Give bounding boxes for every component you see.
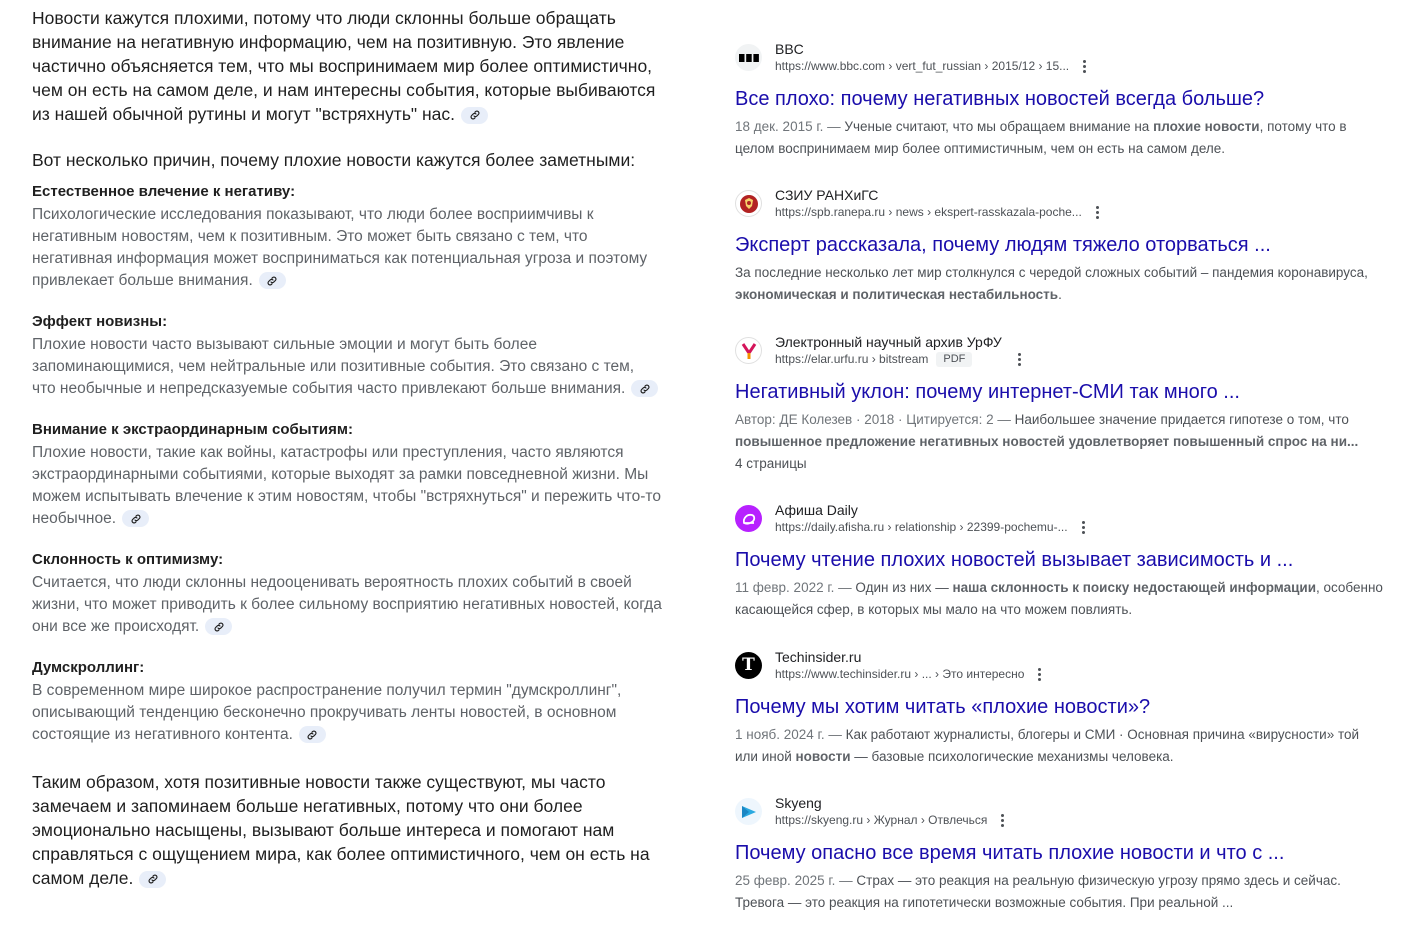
more-options-icon[interactable] [1001,814,1004,827]
source-name: СЗИУ РАНХиГС [775,187,879,203]
ai-overview [32,6,662,890]
result-title-link[interactable]: Почему мы хотим читать «плохие новости»? [735,696,1151,718]
result-source[interactable] [735,794,1385,828]
source-name: BBC [775,41,804,57]
bbc-logo-icon [735,44,762,71]
result-source[interactable] [735,648,1385,682]
search-result [735,333,1385,475]
result-url: https://daily.afisha.ru › relationship › 22399-pochemu-... [775,520,1068,534]
search-result [735,501,1385,621]
source-name: Skyeng [775,795,822,811]
result-url: https://www.techinsider.ru › ... › Это интересно [775,667,1025,681]
more-options-icon[interactable] [1083,60,1086,73]
more-options-icon[interactable] [1096,206,1099,219]
source-link-chip[interactable] [205,618,232,635]
result-snippet: 18 дек. 2015 г. — Ученые считают, что мы обращаем внимание на плохие новости, потому что в целом воспринимаем мир более оптимистичным, чем он есть на самом деле. [735,119,1347,156]
source-name: Афиша Daily [775,502,858,518]
reason-section [32,182,662,292]
source-link-chip[interactable] [461,107,488,124]
result-url: https://skyeng.ru › Журнал › Отвлечься [775,813,988,827]
link-icon [639,383,651,395]
result-snippet: 1 нояб. 2024 г. — Как работают журналисты, блогеры и СМИ · Основная причина «вирусности» той или иной новости — базовые психологические механизмы человека. [735,727,1360,764]
link-icon [130,513,142,525]
source-link-chip[interactable] [122,510,149,527]
source-link-chip[interactable] [631,380,658,397]
result-snippet: За последние несколько лет мир столкнулся с чередой сложных событий – пандемия коронавируса, экономическая и политическая нестабильность. [735,265,1368,302]
pdf-badge: PDF [936,352,972,367]
reason-section [32,420,662,530]
result-title-link[interactable]: Все плохо: почему негативных новостей всегда больше? [735,88,1265,110]
link-icon [147,873,159,885]
source-link-chip[interactable] [259,272,286,289]
more-options-icon[interactable] [1038,668,1041,681]
search-result [735,40,1385,160]
section-heading: Естественное влечение к негативу: [32,183,296,200]
overview-summary: Таким образом, хотя позитивные новости также существуют, мы часто замечаем и запоминаем больше негативных, потому что они более эмоционально насыщены, вызывают больше интереса и помогают нам справляться с ощущением мира, как более оптимистичного, чем он есть на самом деле. [32,772,650,888]
result-snippet: 25 февр. 2025 г. — Страх — это реакция на реальную физическую угрозу прямо здесь и сейчас. Тревога — это реакция на гипотетически возможные события. При реальной ... [735,873,1341,910]
source-link-chip[interactable] [299,726,326,743]
more-options-icon[interactable] [1018,353,1021,366]
link-icon [306,729,318,741]
result-snippet: Автор: ДЕ Колезев · 2018 · Цитируется: 2 — Наибольшее значение придается гипотезе о том, что повышенное предложение негативных новостей удовлетворяет повышенный спрос на ни... [735,412,1359,449]
result-title-link[interactable]: Негативный уклон: почему интернет-СМИ так много ... [735,381,1240,403]
source-link-chip[interactable] [139,871,166,888]
section-heading: Склонность к оптимизму: [32,551,224,568]
skyeng-logo-icon [735,798,762,825]
link-icon [213,621,225,633]
reason-section [32,658,662,746]
result-title-link[interactable]: Почему чтение плохих новостей вызывает зависимость и ... [735,549,1294,571]
page-count: 4 страницы [735,456,807,471]
urfu-logo-icon [735,337,762,364]
reason-section [32,312,662,400]
result-title-link[interactable]: Эксперт рассказала, почему людям тяжело оторваться ... [735,234,1271,256]
result-url: https://elar.urfu.ru › bitstream [775,352,929,366]
search-result [735,648,1385,768]
section-body: Считается, что люди склонны недооценивать вероятность плохих событий в своей жизни, что может приводить к более сильному восприятию негативных новостей, когда они все же происходят. [32,574,662,635]
section-body: Плохие новости часто вызывают сильные эмоции и могут быть более запоминающимися, чем нейтральные или позитивные события. Это связано с тем, что необычные и непредсказуемые события часто привлекают больше внимания. [32,334,662,400]
result-source[interactable] [735,333,1385,367]
search-result [735,794,1385,914]
result-source[interactable] [735,186,1385,220]
section-body: В современном мире широкое распространение получил термин "думскроллинг", описывающий тенденцию бесконечно прокручивать ленты новостей, в основном состоящие из негативного контента. [32,682,622,743]
more-options-icon[interactable] [1082,521,1085,534]
section-body: Плохие новости, такие как войны, катастрофы или преступления, часто являются экстраординарными событиями, которые выходят за рамки повседневной жизни. Мы можем испытывать влечение к этим новостям, чтобы "встряхнуться" и пережить что-то необычное. [32,444,661,527]
result-url: https://www.bbc.com › vert_fut_russian › 2015/12 › 15... [775,59,1070,73]
result-snippet: 11 февр. 2022 г. — Один из них — наша склонность к поиску недостающей информации, особенно касающейся сфер, в которых мы мало на что можем повлиять. [735,580,1383,617]
source-name: Электронный научный архив УрФУ [775,334,1002,350]
techinsider-logo-icon: T [735,652,762,679]
section-heading: Эффект новизны: [32,313,168,330]
result-title-link[interactable]: Почему опасно все время читать плохие новости и что с ... [735,842,1285,864]
ranepa-emblem-icon [735,190,762,217]
result-source[interactable] [735,501,1385,535]
reason-section [32,550,662,638]
section-body: Психологические исследования показывают, что люди более восприимчивы к негативным новостям, чем к позитивным. Это может быть связано с тем, что негативная информация может восприниматься как потенциальная угроза и поэтому привлекает больше внимания. [32,206,648,289]
overview-lead: Вот несколько причин, почему плохие новости кажутся более заметными: [32,150,636,170]
search-result [735,186,1385,306]
section-heading: Думскроллинг: [32,659,145,676]
link-icon [469,109,481,121]
overview-intro: Новости кажутся плохими, потому что люди склонны больше обращать внимание на негативную информацию, чем на позитивную. Это явление частично объясняется тем, что мы воспринимаем мир более оптимистично, чем он есть на самом деле, и нам интересны события, которые выбиваются из нашей обычной рутины и могут "встряхнуть" нас. [32,8,656,124]
result-source[interactable] [735,40,1385,74]
link-icon [266,275,278,287]
source-name: Techinsider.ru [775,649,862,665]
afisha-logo-icon [735,505,762,532]
section-heading: Внимание к экстраординарным событиям: [32,421,353,438]
result-url: https://spb.ranepa.ru › news › ekspert-rasskazala-poche... [775,205,1082,219]
